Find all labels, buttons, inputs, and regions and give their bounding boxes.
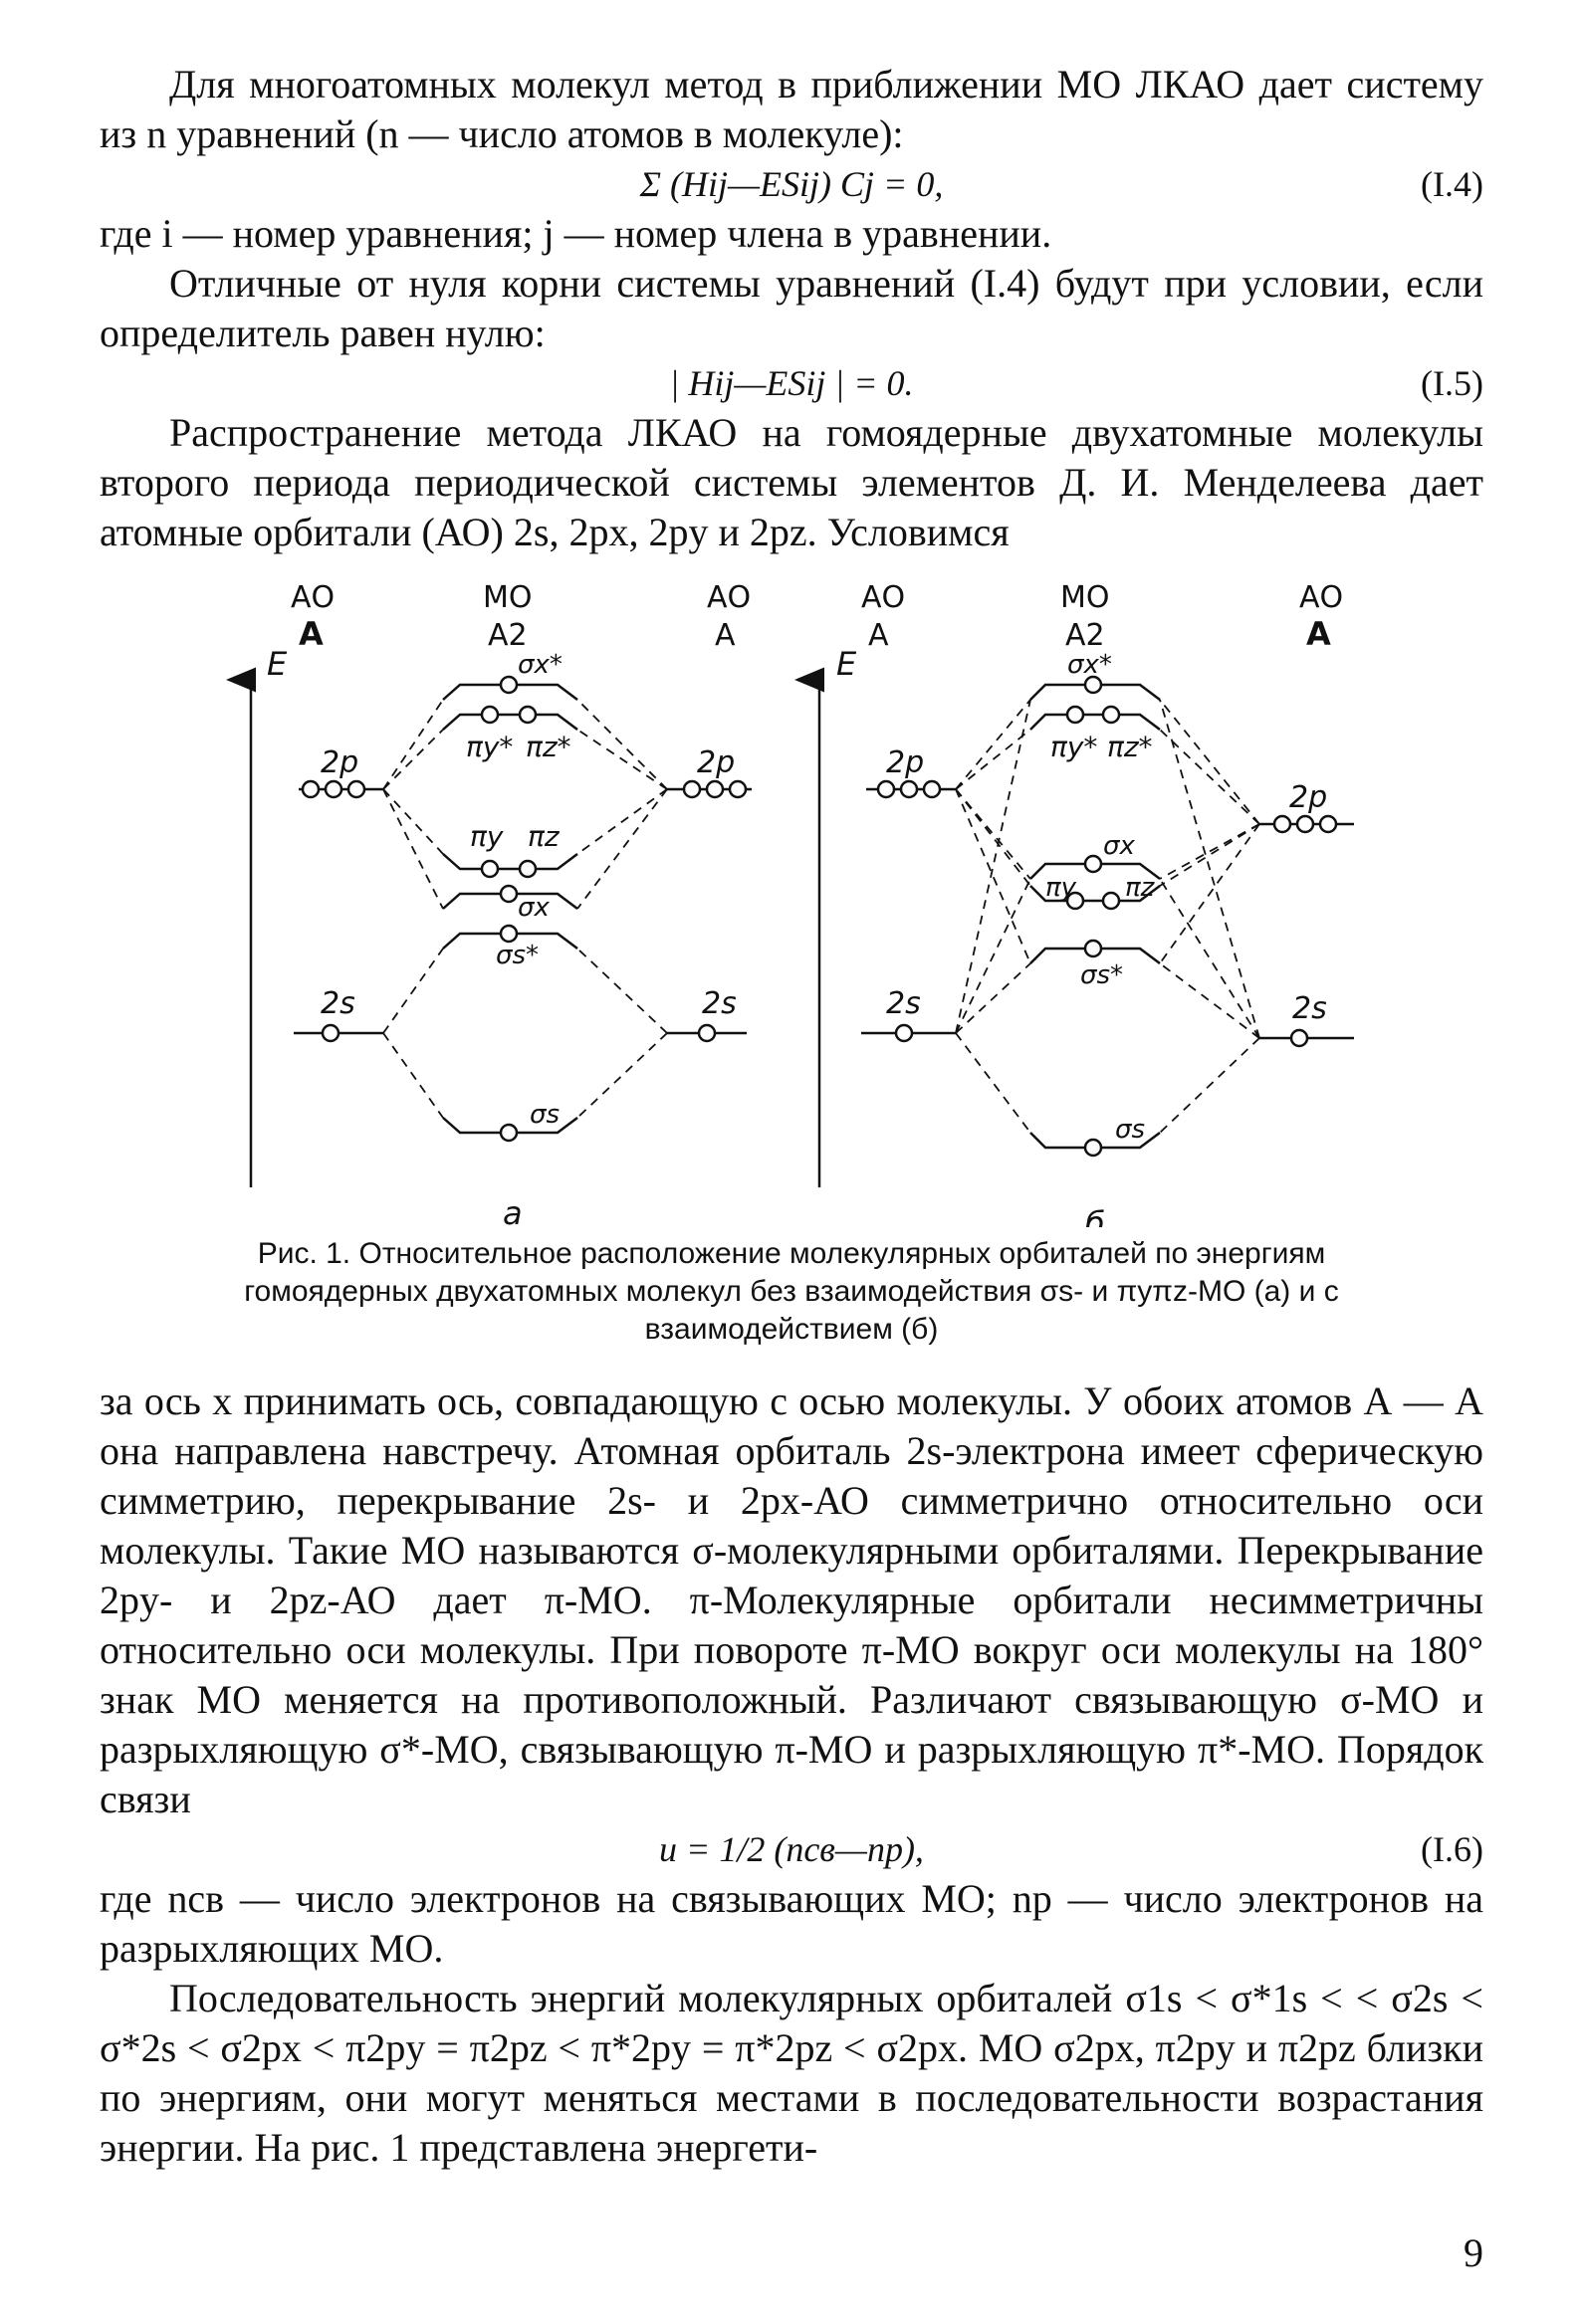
equation-1-4-number: (I.4) [1421, 164, 1483, 204]
equation-1-6 [100, 1824, 1483, 1874]
label-panel-a: а [503, 1194, 523, 1227]
paragraph-1: Для многоатомных молекул метод в приближении МО ЛКАО дает систему из n уравнений (n — число атомов в молекуле): [100, 62, 1483, 156]
mo-diagram-figure [100, 575, 1483, 1227]
label-sigma-x-a: σx [518, 893, 550, 923]
page-number: 9 [1464, 2230, 1483, 2275]
paragraph-2: где i — номер уравнения; j — номер члена в уравнении. [100, 211, 1052, 256]
paragraph-7: Последовательность энергий молекулярных орбиталей σ1s < σ*1s < < σ2s < σ*2s < σ2px < π2py = π2pz < π*2py = π*2pz < σ2px. МО σ2px, π2py и π2pz близки по энергиям, они могут меняться местами в последовательности возрастания энергии. На рис. 1 представлена энергети- [100, 1976, 1483, 2170]
label-sigma-s-a: σs [530, 1100, 561, 1130]
label-atom-left-b: А [868, 618, 889, 653]
correlation-lines-b [956, 700, 1259, 1133]
orbital-circle [1085, 856, 1101, 872]
label-sigma-x-star-a: σx* [518, 650, 563, 680]
orbital-circle [1085, 941, 1101, 956]
orbital-circle [684, 781, 700, 797]
paragraph-4: Распространение метода ЛКАО на гомоядерные двухатомные молекулы второго периода периодической системы элементов Д. И. Менделеева дает атомные орбитали (АО) 2s, 2px, 2py и 2pz. Условимся [100, 410, 1483, 554]
label-sigma-s-star-b: σs* [1080, 960, 1124, 990]
orbital-circle [520, 861, 536, 877]
orbital-circle [924, 781, 940, 797]
label-ao-left-b: АО [861, 580, 906, 615]
mo-pi-star-b [1030, 715, 1160, 730]
mo-diagram [100, 575, 1483, 1227]
label-sigma-s-b: σs [1115, 1115, 1146, 1145]
label-pi-y-star-b: πy* [1050, 731, 1098, 763]
orbital-circle [501, 677, 517, 693]
orbital-circle [878, 781, 894, 797]
orbital-circle [1085, 1140, 1101, 1156]
orbital-circle [501, 926, 517, 942]
equation-1-4-formula: Σ (Hij—ESij) Cj = 0, [639, 164, 944, 204]
label-pi-z-star-a: πz* [526, 731, 571, 763]
label-atom-right-b: А [1306, 615, 1331, 653]
label-pi-z-star-b: πz* [1107, 731, 1153, 763]
label-2s-right-a: 2s [702, 986, 737, 1021]
equation-1-5-formula: | Hij—ESij | = 0. [669, 363, 914, 403]
orbital-circle [482, 861, 498, 877]
orbital-circle [1297, 816, 1313, 832]
label-pi-y-a: πy [470, 820, 504, 853]
label-2s-left-a: 2s [321, 986, 355, 1021]
mo-pi-star-a [443, 715, 577, 730]
orbital-circle [520, 707, 536, 723]
orbital-circle [348, 781, 364, 797]
orbital-circle [1291, 1030, 1307, 1046]
equation-1-4 [100, 159, 1483, 209]
orbital-circle [323, 1025, 339, 1041]
orbital-circle [1320, 816, 1336, 832]
label-panel-b: б [1085, 1204, 1105, 1227]
label-sigma-x-b: σx [1103, 831, 1135, 861]
equation-1-5 [100, 358, 1483, 408]
panel-b-labels [836, 580, 1343, 1227]
orbital-circle [303, 781, 319, 797]
label-sigma-s-star-a: σs* [496, 941, 540, 970]
label-2p-left-a: 2p [321, 745, 359, 780]
label-pi-y-b: πy [1045, 873, 1077, 903]
equation-1-6-number: (I.6) [1421, 1829, 1483, 1869]
paragraph-5: за ось x принимать ось, совпадающую с осью молекулы. У обоих атомов А — А она направлена навстречу. Атомная орбиталь 2s-электрона имеет сферическую симметрию, перекрывание 2s- и 2px-АО симметрично относительно оси молекулы. Такие МО называются σ-молекулярными орбиталями. Перекрывание 2py- и 2pz-АО дает π-МО. π-Молекулярные орбитали несимметричны относительно оси молекулы. При повороте π-МО вокруг оси молекулы на 180° знак МО меняется на противоположный. Различают связывающую σ-МО и разрыхляющую σ*-МО, связывающую π-МО и разрыхляющую π*-МО. Порядок связи [100, 1378, 1483, 1821]
orbital-circle [901, 781, 917, 797]
orbital-circle [699, 1025, 715, 1041]
orbital-circle [1067, 707, 1083, 723]
orbital-circle [482, 707, 498, 723]
label-pi-z-a: πz [528, 820, 560, 853]
figure-caption: Рис. 1. Относительное расположение молекулярных орбиталей по энергиям гомоядерных двухатомных молекул без взаимодействия σs- и πyπz-МО (а) и с взаимодействием (б) [244, 1237, 1339, 1346]
label-pi-z-b: πz [1125, 873, 1155, 903]
label-molecule-a: А2 [488, 618, 528, 653]
label-2p-right-a: 2p [697, 745, 736, 780]
label-ao-right-a: АО [707, 580, 752, 615]
orbital-circle [896, 1025, 912, 1041]
label-ao-right-b: АО [1299, 580, 1344, 615]
label-ao-left-a: АО [291, 580, 336, 615]
label-molecule-b: А2 [1065, 618, 1105, 653]
paragraph-3: Отличные от нуля корни системы уравнений (I.4) будут при условии, если определитель равен нулю: [100, 261, 1483, 355]
orbital-circle [1274, 816, 1290, 832]
label-2p-left-b: 2p [886, 745, 925, 780]
mo-pi-a [443, 854, 577, 869]
orbital-circle [730, 781, 746, 797]
label-mo-a: МО [483, 580, 533, 615]
orbital-circle [1103, 893, 1119, 909]
equation-1-6-formula: u = 1/2 (nсв—nр), [659, 1829, 924, 1869]
orbital-circle [501, 886, 517, 902]
label-atom-right-a: А [715, 618, 736, 653]
orbital-circle [501, 1125, 517, 1141]
label-energy-a: E [267, 645, 288, 683]
label-sigma-x-star-b: σx* [1067, 650, 1112, 680]
label-2s-left-b: 2s [886, 986, 921, 1021]
paragraph-6: где nсв — число электронов на связывающих МО; nр — число электронов на разрыхляющих МО. [100, 1876, 1483, 1971]
orbital-circle [326, 781, 341, 797]
label-atom-left-a: А [299, 615, 324, 653]
label-2s-right-b: 2s [1292, 991, 1327, 1026]
orbital-circle [1103, 707, 1119, 723]
label-2p-right-b: 2p [1289, 780, 1328, 815]
label-energy-b: E [836, 645, 857, 683]
label-pi-y-star-a: πy* [466, 731, 514, 763]
equation-1-5-number: (I.5) [1421, 363, 1483, 403]
page-content [100, 60, 1483, 2173]
label-mo-b: МО [1060, 580, 1110, 615]
orbital-circle [707, 781, 723, 797]
